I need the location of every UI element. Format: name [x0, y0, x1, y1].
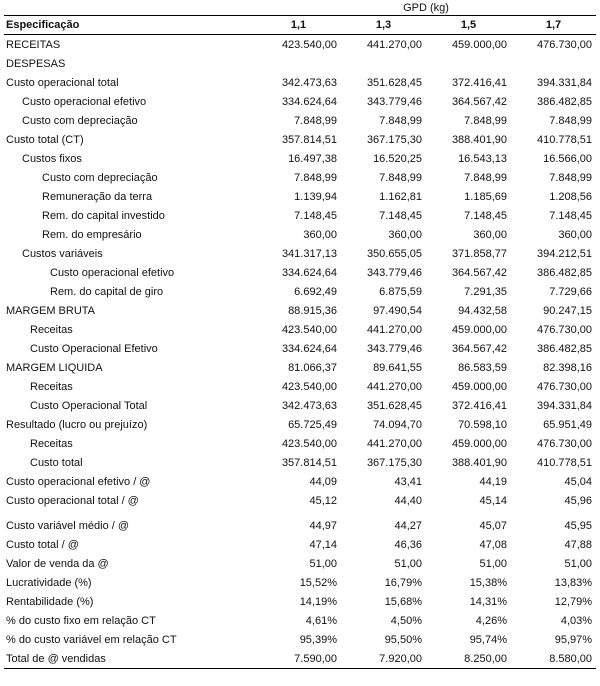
- table-row: [4, 244, 596, 263]
- cell-value: 43,41: [394, 475, 422, 488]
- cell-value: 16,79%: [384, 576, 422, 589]
- cell-value: 476.730,00: [536, 38, 593, 51]
- cell-value: 364.567,42: [451, 266, 507, 279]
- cell-value: 15,52%: [299, 576, 337, 589]
- cell-value: 47,88: [564, 538, 593, 551]
- cell-value: 44,27: [394, 519, 422, 532]
- spec-column-header: Especificação: [4, 16, 256, 35]
- row-label: Resultado (lucro ou prejuízo): [6, 418, 148, 431]
- row-label: Custo total / @: [6, 538, 79, 551]
- cell-value: 44,09: [309, 475, 337, 488]
- cell-value: 45,95: [564, 519, 593, 532]
- cell-value: 6.875,59: [379, 285, 422, 298]
- cell-value: 388.401,90: [451, 133, 507, 146]
- cell-value: 51,00: [479, 557, 507, 570]
- cell-value: 44,19: [479, 475, 507, 488]
- cell-value: 65.725,49: [288, 418, 337, 431]
- row-label: Custos fixos: [22, 152, 82, 165]
- cell-value: 360,00: [303, 228, 337, 241]
- table-row: [4, 339, 596, 358]
- table-row: [4, 453, 596, 472]
- cell-value: 1.185,69: [464, 190, 507, 203]
- cell-value: 343.779,46: [366, 95, 422, 108]
- table-row: [4, 491, 596, 510]
- row-label: % do custo variável em relação CT: [6, 633, 177, 646]
- column-header: 1,1: [256, 16, 341, 35]
- cell-value: 95,39%: [299, 633, 337, 646]
- row-label: Custo operacional total / @: [6, 494, 139, 507]
- cost-analysis-table: [4, 0, 596, 669]
- cell-value: 65.951,49: [543, 418, 593, 431]
- cell-value: [511, 54, 596, 73]
- cell-value: 386.482,85: [536, 266, 593, 279]
- cell-value: 394.331,84: [536, 76, 593, 89]
- cell-value: 7.848,99: [379, 171, 422, 184]
- cell-value: 371.858,77: [451, 247, 507, 260]
- cell-value: 45,12: [309, 494, 337, 507]
- table-row: [4, 516, 596, 535]
- table-row: [4, 535, 596, 554]
- row-label: Custo com depreciação: [22, 114, 138, 127]
- cell-value: 459.000,00: [451, 323, 507, 336]
- cell-value: 1.162,81: [379, 190, 422, 203]
- cost-table-container: [4, 0, 596, 669]
- cell-value: 357.814,51: [281, 133, 337, 146]
- cell-value: 423.540,00: [281, 380, 337, 393]
- cell-value: 441.270,00: [366, 323, 422, 336]
- cell-value: 410.778,51: [536, 456, 593, 469]
- cell-value: 386.482,85: [536, 95, 593, 108]
- table-row: [4, 92, 596, 111]
- row-label: Custo Operacional Efetivo: [30, 342, 158, 355]
- cell-value: 45,04: [564, 475, 593, 488]
- cell-value: 7.848,99: [379, 114, 422, 127]
- table-row: [4, 472, 596, 491]
- table-row: [4, 54, 596, 73]
- cell-value: 341.317,13: [281, 247, 337, 260]
- cell-value: 4,26%: [475, 614, 507, 627]
- cell-value: 343.779,46: [366, 266, 422, 279]
- row-label: Remuneração da terra: [42, 190, 153, 203]
- table-row: [4, 592, 596, 611]
- cell-value: 441.270,00: [366, 38, 422, 51]
- table-row: [4, 396, 596, 415]
- cell-value: 16.543,13: [458, 152, 507, 165]
- row-label: Valor de venda da @: [6, 557, 109, 570]
- cell-value: 45,14: [479, 494, 507, 507]
- cell-value: 4,03%: [560, 614, 593, 627]
- table-row: [4, 35, 596, 55]
- cell-value: 342.473,63: [281, 76, 337, 89]
- cell-value: 7.848,99: [464, 114, 507, 127]
- cell-value: 51,00: [394, 557, 422, 570]
- cell-value: 441.270,00: [366, 437, 422, 450]
- cell-value: 350.655,05: [366, 247, 422, 260]
- row-label: Rem. do empresário: [42, 228, 142, 241]
- cell-value: 386.482,85: [536, 342, 593, 355]
- cell-value: 70.598,10: [458, 418, 507, 431]
- cell-value: 7.920,00: [341, 649, 426, 669]
- cell-value: 51,00: [564, 557, 593, 570]
- cell-value: 12,79%: [554, 595, 593, 608]
- table-row: [4, 187, 596, 206]
- cell-value: 7.848,99: [549, 114, 593, 127]
- cell-value: 94.432,58: [458, 304, 507, 317]
- cell-value: 441.270,00: [366, 380, 422, 393]
- cell-value: [341, 54, 426, 73]
- cell-value: 7.291,35: [464, 285, 507, 298]
- cell-value: 7.848,99: [294, 171, 337, 184]
- column-header: 1,3: [341, 16, 426, 35]
- cell-value: 476.730,00: [536, 437, 593, 450]
- cell-value: 459.000,00: [451, 380, 507, 393]
- cell-value: 47,14: [309, 538, 337, 551]
- row-label: Custo operacional efetivo: [22, 95, 147, 108]
- cell-value: 334.624,64: [281, 342, 337, 355]
- cell-value: 44,97: [309, 519, 337, 532]
- cell-value: 7.848,99: [294, 114, 337, 127]
- column-header-row: [4, 16, 596, 35]
- row-label: Rem. do capital investido: [42, 209, 165, 222]
- cell-value: 88.915,36: [288, 304, 337, 317]
- row-label: Lucratividade (%): [6, 576, 92, 589]
- cell-value: 1.139,94: [294, 190, 337, 203]
- cell-value: 4,61%: [305, 614, 337, 627]
- cell-value: 81.066,37: [288, 361, 337, 374]
- cell-value: 372.416,41: [451, 76, 507, 89]
- cell-value: 343.779,46: [366, 342, 422, 355]
- table-row: [4, 301, 596, 320]
- table-row: [4, 168, 596, 187]
- cell-value: 334.624,64: [281, 95, 337, 108]
- cell-value: 97.490,54: [373, 304, 422, 317]
- cell-value: 95,97%: [554, 633, 593, 646]
- row-label: Rem. do capital de giro: [50, 285, 164, 298]
- cell-value: 16.497,38: [288, 152, 337, 165]
- cell-value: 51,00: [309, 557, 337, 570]
- row-label: Receitas: [30, 380, 73, 393]
- cell-value: 82.398,16: [543, 361, 593, 374]
- cell-value: 7.729,66: [549, 285, 593, 298]
- table-row: [4, 130, 596, 149]
- cell-value: 16.566,00: [543, 152, 593, 165]
- row-label: Custo operacional efetivo: [50, 266, 175, 279]
- row-label: Custo operacional total: [6, 76, 119, 89]
- cell-value: 7.148,45: [294, 209, 337, 222]
- cell-value: 6.692,49: [294, 285, 337, 298]
- cell-value: 367.175,30: [366, 133, 422, 146]
- cell-value: 15,68%: [384, 595, 422, 608]
- cell-value: 476.730,00: [536, 380, 593, 393]
- cell-value: 8.580,00: [511, 649, 596, 669]
- cell-value: 13,83%: [554, 576, 593, 589]
- cell-value: 410.778,51: [536, 133, 593, 146]
- row-label: Custo Operacional Total: [30, 399, 148, 412]
- table-row: [4, 554, 596, 573]
- table-row: [4, 282, 596, 301]
- cell-value: 351.628,45: [366, 76, 422, 89]
- column-header: 1,7: [511, 16, 596, 35]
- cell-value: 90.247,15: [543, 304, 593, 317]
- cell-value: 7.148,45: [549, 209, 593, 222]
- cell-value: 367.175,30: [366, 456, 422, 469]
- cell-value: 342.473,63: [281, 399, 337, 412]
- table-row: [4, 573, 596, 592]
- cell-value: 351.628,45: [366, 399, 422, 412]
- table-row: [4, 434, 596, 453]
- row-label: Custos variáveis: [22, 247, 103, 260]
- cell-value: [256, 54, 341, 73]
- cell-value: 14,31%: [469, 595, 507, 608]
- cell-value: 459.000,00: [451, 38, 507, 51]
- table-row: [4, 377, 596, 396]
- cell-value: 89.641,55: [373, 361, 422, 374]
- cell-value: 7.848,99: [464, 171, 507, 184]
- cell-value: 364.567,42: [451, 342, 507, 355]
- cell-value: 476.730,00: [536, 323, 593, 336]
- cell-value: 47,08: [479, 538, 507, 551]
- table-row: [4, 206, 596, 225]
- row-label: Custo total: [30, 456, 83, 469]
- table-row: [4, 611, 596, 630]
- table-row: [4, 320, 596, 339]
- cell-value: 7.148,45: [379, 209, 422, 222]
- cell-value: 7.590,00: [256, 649, 341, 669]
- table-row: [4, 415, 596, 434]
- cell-value: 1.208,56: [549, 190, 593, 203]
- cell-value: 334.624,64: [281, 266, 337, 279]
- cell-value: 423.540,00: [281, 323, 337, 336]
- row-label: Total de @ vendidas: [4, 649, 256, 669]
- cell-value: 423.540,00: [281, 38, 337, 51]
- cell-value: 8.250,00: [426, 649, 511, 669]
- cell-value: 364.567,42: [451, 95, 507, 108]
- cell-value: 7.848,99: [549, 171, 593, 184]
- table-row: [4, 149, 596, 168]
- cell-value: 360,00: [388, 228, 422, 241]
- cell-value: 360,00: [473, 228, 507, 241]
- column-header: 1,5: [426, 16, 511, 35]
- table-row: [4, 630, 596, 649]
- table-row: [4, 649, 596, 669]
- row-label: Rentabilidade (%): [6, 595, 94, 608]
- row-label: Custo operacional efetivo / @: [6, 475, 151, 488]
- cell-value: 459.000,00: [451, 437, 507, 450]
- cell-value: 95,74%: [469, 633, 507, 646]
- cell-value: 372.416,41: [451, 399, 507, 412]
- row-label: RECEITAS: [6, 38, 61, 51]
- row-label: MARGEM LIQUIDA: [6, 361, 103, 374]
- cell-value: 74.094,70: [373, 418, 422, 431]
- row-label: DESPESAS: [6, 57, 66, 70]
- cell-value: 394.212,51: [536, 247, 593, 260]
- row-label: Custo variável médio / @: [6, 519, 130, 532]
- table-body: [4, 35, 596, 669]
- table-row: [4, 358, 596, 377]
- cell-value: 4,50%: [390, 614, 422, 627]
- cell-value: 16.520,25: [373, 152, 422, 165]
- group-header-row: [4, 0, 596, 16]
- cell-value: 394.331,84: [536, 399, 593, 412]
- cell-value: 44,40: [394, 494, 422, 507]
- cell-value: 357.814,51: [281, 456, 337, 469]
- cell-value: [426, 54, 511, 73]
- cell-value: 45,96: [564, 494, 593, 507]
- cell-value: 14,19%: [299, 595, 337, 608]
- table-row: [4, 263, 596, 282]
- table-row: [4, 111, 596, 130]
- row-label: Receitas: [30, 323, 73, 336]
- cell-value: 46,36: [394, 538, 422, 551]
- row-label: Receitas: [30, 437, 73, 450]
- cell-value: 388.401,90: [451, 456, 507, 469]
- cell-value: 7.148,45: [464, 209, 507, 222]
- row-label: % do custo fixo em relação CT: [6, 614, 156, 627]
- cell-value: 423.540,00: [281, 437, 337, 450]
- gpd-group-header: GPD (kg): [403, 2, 449, 14]
- table-row: [4, 73, 596, 92]
- row-label: Custo com depreciação: [42, 171, 158, 184]
- table-row: [4, 225, 596, 244]
- row-label: Custo total (CT): [6, 133, 84, 146]
- row-label: MARGEM BRUTA: [6, 304, 96, 317]
- cell-value: 86.583,59: [458, 361, 507, 374]
- cell-value: 15,38%: [469, 576, 507, 589]
- cell-value: 360,00: [558, 228, 593, 241]
- cell-value: 45,07: [479, 519, 507, 532]
- cell-value: 95,50%: [384, 633, 422, 646]
